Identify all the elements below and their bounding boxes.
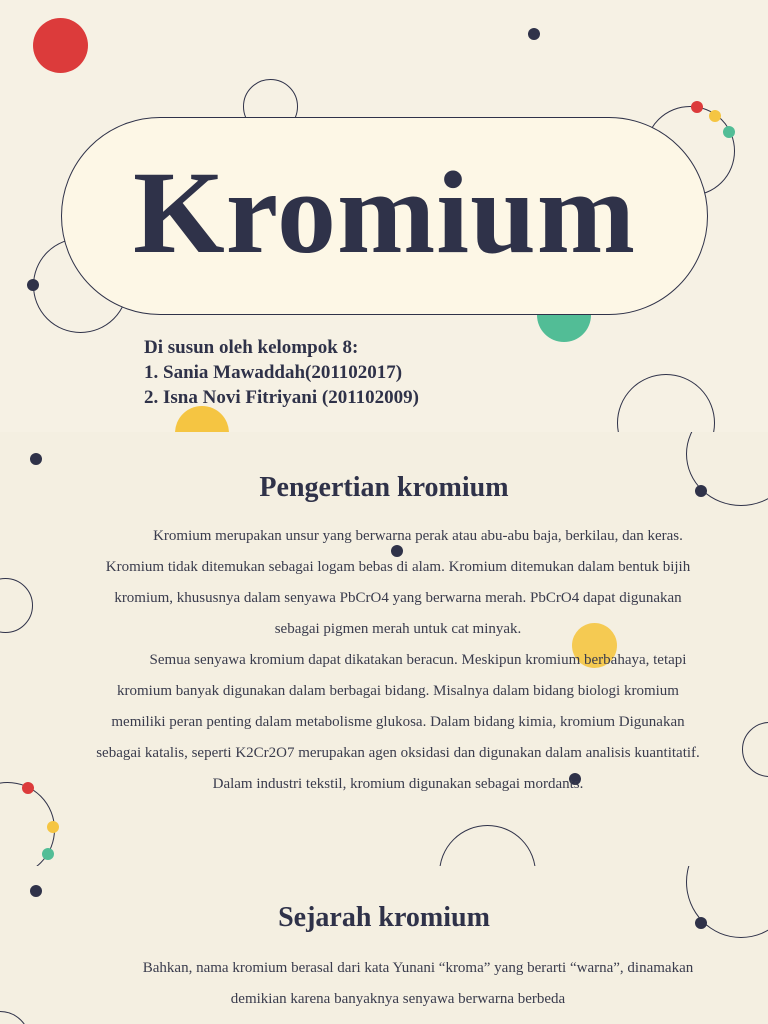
section-heading: Pengertian kromium (259, 472, 509, 503)
ring-decoration (0, 578, 33, 633)
navy-dot-decoration (30, 885, 42, 897)
paragraph: Bahkan, nama kromium berasal dari kata Yunani “kroma” yang berarti “warna”, dinamakan demikian karena banyaknya senyawa berwarna berbeda (142, 960, 694, 1007)
yellow-dot-decoration (709, 110, 721, 122)
section-heading: Sejarah kromium (278, 902, 490, 933)
title-pill (61, 117, 708, 315)
section-body (96, 953, 700, 1015)
paragraph: Semua senyawa kromium dapat dikatakan beracun. Meskipun kromium berbahaya, tetapi kromium banyak digunakan dalam berbagai bidang. Misalnya dalam bidang biologi kromium memiliki peran penting dalam metabolisme glukosa. Dalam bidang kimia, kromium Digunakan sebagai katalis, seperti K2Cr2O7 merupakan agen oksidasi dan digunakan dalam analisis kuantitatif. Dalam industri tekstil, kromium digunakan sebagai mordants. (96, 652, 700, 792)
red-circle-decoration (33, 18, 88, 73)
navy-dot-decoration (528, 28, 540, 40)
section-body (96, 521, 700, 800)
paragraph: Kromium merupakan unsur yang berwarna perak atau abu-abu baja, berkilau, dan keras. Kromium tidak ditemukan sebagai logam bebas di alam. Kromium ditemukan dalam bentuk bijih kromium, khususnya dalam senyawa PbCrO4 yang berwarna merah. PbCrO4 dapat digunakan sebagai pigmen merah untuk cat minyak. (105, 528, 691, 637)
authors-block (144, 335, 419, 410)
green-dot-decoration (723, 126, 735, 138)
ring-decoration (0, 1011, 30, 1024)
red-dot-decoration (22, 782, 34, 794)
navy-dot-decoration (27, 279, 39, 291)
page-title: Kromium (132, 147, 637, 278)
definition-slide (0, 432, 768, 866)
authors-heading: Di susun oleh kelompok 8: (144, 337, 359, 358)
author-1: 1. Sania Mawaddah(201102017) (144, 362, 403, 383)
ring-decoration (742, 722, 768, 777)
ring-decoration (439, 825, 536, 866)
navy-dot-decoration (30, 453, 42, 465)
red-dot-decoration (691, 101, 703, 113)
history-slide (0, 866, 768, 1024)
cover-slide (0, 0, 768, 432)
ring-decoration (617, 374, 715, 432)
author-2: 2. Isna Novi Fitriyani (201102009) (144, 387, 419, 408)
yellow-dot-decoration (47, 821, 59, 833)
green-dot-decoration (42, 848, 54, 860)
